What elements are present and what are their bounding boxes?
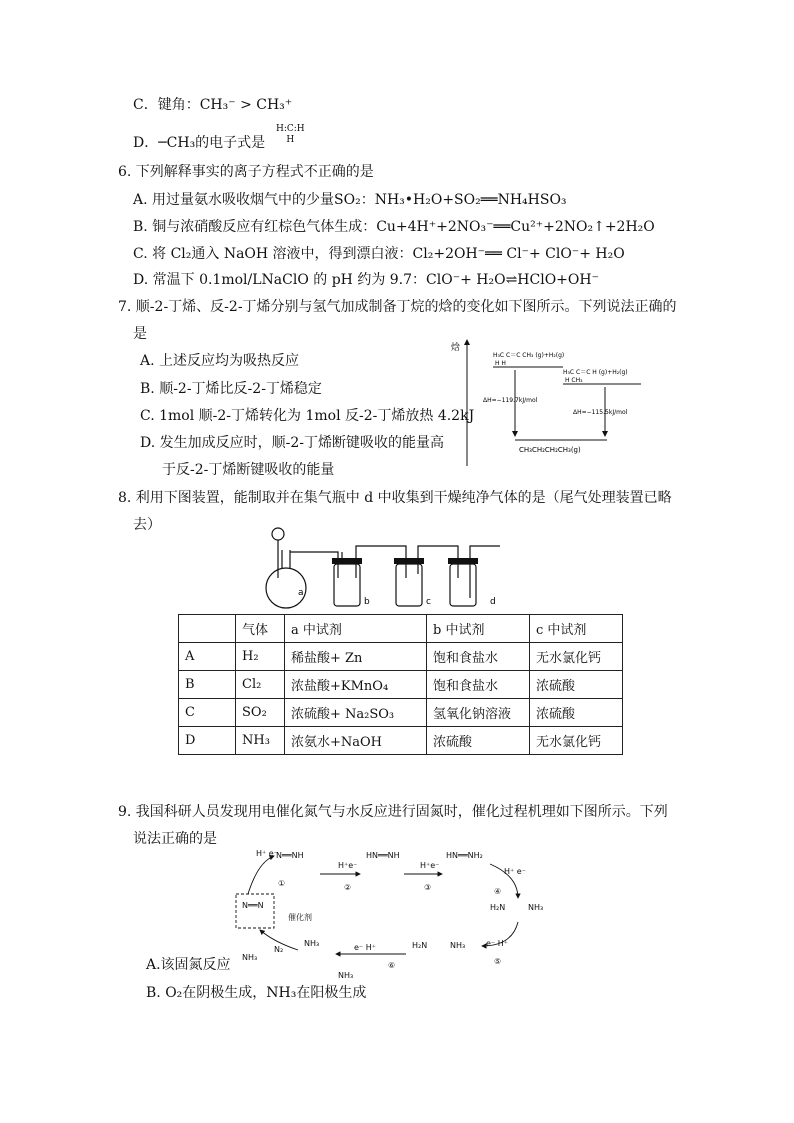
table-row <box>179 643 623 671</box>
nh3-out-label: NH₃ <box>242 953 258 962</box>
enthalpy-axis-label: 焓 <box>451 343 461 353</box>
q6-option-b: B. 铜与浓硝酸反应有红棕色气体生成：Cu+4H⁺+2NO₃⁻══Cu²⁺+2NO₂↑+2H₂O <box>133 219 655 235</box>
cis-label-h: H H <box>495 360 506 367</box>
product-label: CH₃CH₂CH₂CH₃(g) <box>519 446 581 454</box>
reagent-4: H⁺ e⁻ <box>504 867 526 876</box>
q6-option-a: A. 用过量氨水吸收烟气中的少量SO₂：NH₃•H₂O+SO₂══NH₄HSO₃ <box>133 192 567 208</box>
q9-stem-line2: 说法正确的是 <box>133 831 217 847</box>
table-cell: 无水氯化钙 <box>530 643 623 671</box>
catalyst-box <box>236 894 274 928</box>
q7-option-d-line2: 于反-2-丁烯断键吸收的能量 <box>162 462 335 478</box>
q5-option-d: D．─CH₃的电子式是 <box>133 135 266 151</box>
funnel-bulb <box>272 528 284 540</box>
stopper-c <box>394 558 424 564</box>
nh3-released-label: NH₃ <box>338 971 354 980</box>
step-6: ⑥ <box>388 961 396 970</box>
reagent-1: H⁺ e⁻ <box>256 849 278 858</box>
tube-1 <box>290 552 338 578</box>
reagent-6: e⁻ H⁺ <box>354 943 376 952</box>
electron-formula-bottom: H <box>286 135 295 145</box>
reagent-5: e⁻ H⁺ <box>486 939 508 948</box>
table-header-cell: a 中试剂 <box>285 615 427 643</box>
label-a: a <box>298 588 304 598</box>
q9-stem-line1: 9. 我国科研人员发现用电催化氮气与水反应进行固氮时，催化过程机理如下图所示。下列 <box>118 804 668 820</box>
table-cell: 氢氧化钠溶液 <box>427 699 530 727</box>
q9-option-a: A.该固氮反应 <box>146 957 231 973</box>
reagent-table <box>178 614 623 755</box>
table-cell: 浓硫酸+ Na₂SO₃ <box>285 699 427 727</box>
table-header-cell: b 中试剂 <box>427 615 530 643</box>
q6-stem: 6. 下列解释事实的离子方程式不正确的是 <box>118 164 374 180</box>
q6-option-c: C. 将 Cl₂通入 NaOH 溶液中，得到漂白液：Cl₂+2OH⁻══ Cl⁻+ ClO⁻+ H₂O <box>133 246 625 262</box>
electron-formula-top: H:C:H <box>276 124 305 134</box>
table-cell: 饱和食盐水 <box>427 643 530 671</box>
table-row <box>179 671 623 699</box>
q7-stem-line2: 是 <box>133 326 147 342</box>
stopper-d <box>448 558 478 564</box>
species-4-left: H₂N <box>490 903 506 912</box>
table-cell: 饱和食盐水 <box>427 671 530 699</box>
species-2: HN══NH <box>366 851 400 860</box>
cis-label: H₃C C＝C CH₃ (g)+H₂(g) <box>493 352 565 359</box>
species-start: N══N <box>242 901 264 910</box>
q6-option-d: D. 常温下 0.1mol/LNaClO 的 pH 约为 9.7：ClO⁻+ H₂O⇌HClO+OH⁻ <box>133 272 599 288</box>
table-cell: 浓盐酸+KMnO₄ <box>285 671 427 699</box>
table-cell: C <box>179 699 236 727</box>
q7-option-d-line1: D. 发生加成反应时，顺-2-丁烯断键吸收的能量高 <box>140 435 444 451</box>
q8-stem-line1: 8. 利用下图装置，能制取并在集气瓶中 d 中收集到干燥纯净气体的是（尾气处理装置已略 <box>118 490 672 506</box>
table-cell: NH₃ <box>236 727 285 755</box>
tube-4 <box>470 546 500 598</box>
reagent-3: H⁺e⁻ <box>420 861 440 870</box>
q7-option-c: C. 1mol 顺-2-丁烯转化为 1mol 反-2-丁烯放热 4.2kJ <box>140 408 475 424</box>
catalyst-label: 催化剂 <box>288 913 312 922</box>
q7-option-b: B. 顺-2-丁烯比反-2-丁烯稳定 <box>140 381 322 397</box>
species-5-left: H₂N <box>412 941 428 950</box>
table-cell: B <box>179 671 236 699</box>
table-cell: D <box>179 727 236 755</box>
species-5-right: NH₃ <box>450 941 466 950</box>
q8-stem-line2: 去） <box>133 517 161 533</box>
table-cell: A <box>179 643 236 671</box>
arrow-step-1 <box>248 856 274 894</box>
species-1: N══NH <box>276 851 304 860</box>
enthalpy-diagram <box>445 334 655 468</box>
q7-option-a: A. 上述反应均为吸热反应 <box>140 353 300 369</box>
table-row <box>179 699 623 727</box>
species-4-right: NH₃ <box>528 903 544 912</box>
apparatus-diagram <box>258 518 504 612</box>
q7-stem-line1: 7. 顺-2-丁烯、反-2-丁烯分别与氢气加成制备丁烷的焓的变化如下图所示。下列说法正确的 <box>118 299 677 315</box>
dh2-label: ΔH=−115.5kJ/mol <box>573 409 628 416</box>
table-row <box>179 727 623 755</box>
bottle-d <box>450 564 476 606</box>
species-3: HN══NH₂ <box>446 851 483 860</box>
trans-label-h: H CH₃ <box>565 377 583 384</box>
dh1-label: ΔH=−119.7kJ/mol <box>483 397 538 404</box>
table-cell: 无水氯化钙 <box>530 727 623 755</box>
q5-option-c: C．键角：CH₃⁻ > CH₃⁺ <box>133 97 293 113</box>
label-d: d <box>490 597 496 607</box>
stopper-b <box>332 558 362 564</box>
table-header-cell: 气体 <box>236 615 285 643</box>
table-cell: 浓硫酸 <box>427 727 530 755</box>
step-3: ③ <box>424 883 432 892</box>
table-cell: 浓硫酸 <box>530 699 623 727</box>
step-2: ② <box>344 883 352 892</box>
label-c: c <box>426 597 431 607</box>
step-1: ① <box>278 879 286 888</box>
table-cell: 浓氨水+NaOH <box>285 727 427 755</box>
table-header-cell <box>179 615 236 643</box>
table-cell: 稀盐酸+ Zn <box>285 643 427 671</box>
step-5: ⑤ <box>494 957 502 966</box>
trans-label: H₃C C＝C H (g)+H₂(g) <box>563 369 628 376</box>
table-cell: 浓硫酸 <box>530 671 623 699</box>
table-header-row <box>179 615 623 643</box>
mechanism-diagram <box>228 842 560 984</box>
label-b: b <box>364 597 370 607</box>
q9-option-b: B. O₂在阴极生成，NH₃在阳极生成 <box>146 985 367 1001</box>
table-header-cell: c 中试剂 <box>530 615 623 643</box>
table-cell: SO₂ <box>236 699 285 727</box>
reagent-2: H⁺e⁻ <box>338 861 358 870</box>
n2-label: N₂ <box>274 945 284 954</box>
electron-formula <box>276 124 305 146</box>
step-4: ④ <box>494 887 502 896</box>
species-6: NH₃ <box>304 939 320 948</box>
table-cell: Cl₂ <box>236 671 285 699</box>
table-cell: H₂ <box>236 643 285 671</box>
